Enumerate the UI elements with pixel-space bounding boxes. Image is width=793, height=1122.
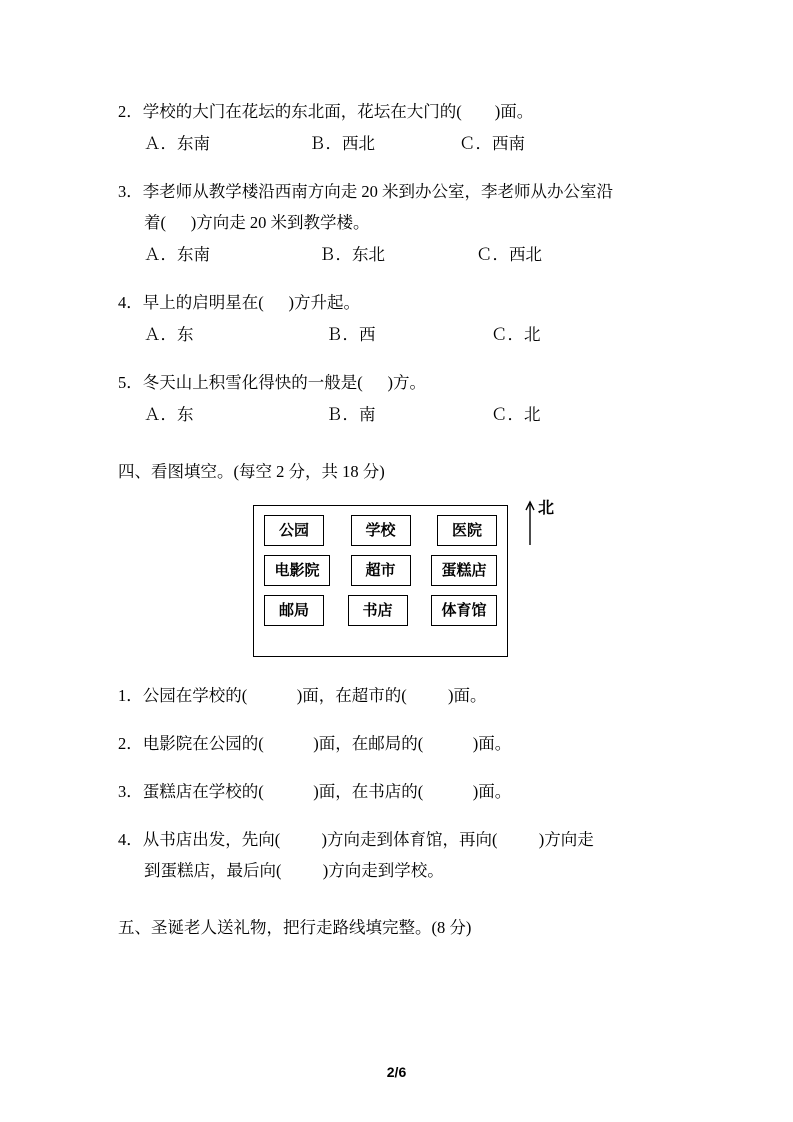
fill-question-2-body[interactable]: ．电影院在公园的( )面，在邮局的( )面。 (126, 734, 512, 753)
fill-question-4-body2[interactable]: 到蛋糕店，最后向( )方向走到学校。 (144, 861, 444, 880)
map-cell-park: 公园 (264, 515, 324, 546)
question-3-options (118, 239, 681, 270)
question-2-option-a[interactable]: Ａ．东南 (144, 134, 210, 153)
map-grid (253, 505, 508, 657)
fill-question-3-body[interactable]: ．蛋糕店在学校的( )面，在书店的( )面。 (126, 782, 512, 801)
question-2-number: 2 (118, 102, 127, 121)
north-label: 北 (538, 500, 555, 517)
question-4-option-a[interactable]: Ａ．东 (144, 325, 194, 344)
question-5-option-a[interactable]: Ａ．东 (144, 405, 194, 424)
fill-question-4-number: 4 (118, 830, 127, 849)
fill-question-4-text (118, 824, 681, 855)
map-cell-hospital: 医院 (437, 515, 497, 546)
north-arrow-icon (524, 499, 536, 545)
question-3-option-c[interactable]: Ｃ．西北 (476, 245, 542, 264)
question-3 (118, 176, 681, 270)
question-3-text (118, 176, 681, 207)
fill-question-3 (118, 776, 681, 807)
fill-question-3-text (118, 776, 681, 807)
map-cell-cinema: 电影院 (264, 555, 330, 586)
question-4-number: 4 (118, 293, 127, 312)
page-footer (0, 1064, 793, 1080)
question-3-option-a[interactable]: Ａ．东南 (144, 245, 210, 264)
map-cell-cakeshop: 蛋糕店 (431, 555, 497, 586)
question-2-text (118, 96, 681, 127)
section-five-heading: 五、圣诞老人送礼物，把行走路线填完整。(8 分) (118, 918, 472, 937)
question-4-options (118, 319, 681, 350)
fill-question-3-number: 3 (118, 782, 127, 801)
map-cell-school: 学校 (351, 515, 411, 546)
fill-question-4 (118, 824, 681, 886)
question-2-option-b[interactable]: Ｂ．西北 (309, 134, 375, 153)
question-5-text (118, 367, 681, 398)
question-2-option-c[interactable]: Ｃ．西南 (459, 134, 525, 153)
question-2 (118, 96, 681, 159)
fill-question-1-text (118, 680, 681, 711)
question-5-options (118, 399, 681, 430)
question-4-option-c[interactable]: Ｃ．北 (491, 325, 541, 344)
question-5-number: 5 (118, 373, 127, 392)
fill-question-4-text-line2 (118, 855, 681, 886)
question-3-number: 3 (118, 182, 127, 201)
question-4-body: ．早上的启明星在( )方升起。 (126, 293, 360, 312)
fill-question-2-text (118, 728, 681, 759)
question-3-text-line2 (118, 207, 681, 238)
question-2-options (118, 128, 681, 159)
map-cell-bookstore: 书店 (348, 595, 408, 626)
question-5-body: ．冬天山上积雪化得快的一般是( )方。 (126, 373, 426, 392)
question-5-option-b[interactable]: Ｂ．南 (326, 405, 376, 424)
map-cell-postoffice: 邮局 (264, 595, 324, 626)
question-2-body: ．学校的大门在花坛的东北面，花坛在大门的( )面。 (126, 102, 534, 121)
map-cell-gym: 体育馆 (431, 595, 497, 626)
question-5 (118, 367, 681, 430)
fill-question-1 (118, 680, 681, 711)
question-3-option-b[interactable]: Ｂ．东北 (319, 245, 385, 264)
question-3-body2: 着( )方向走 20 米到教学楼。 (144, 213, 370, 232)
question-3-body: ．李老师从教学楼沿西南方向走 20 米到办公室，李老师从办公室沿 (126, 182, 613, 201)
fill-question-4-body[interactable]: ．从书店出发，先向( )方向走到体育馆，再向( )方向走 (126, 830, 594, 849)
map-row (264, 595, 497, 626)
map-diagram (118, 495, 681, 670)
page-number: 2/6 (386, 1064, 407, 1080)
map-row (264, 515, 497, 546)
fill-question-2 (118, 728, 681, 759)
map-cell-supermarket: 超市 (351, 555, 411, 586)
question-5-option-c[interactable]: Ｃ．北 (491, 405, 541, 424)
question-4-text (118, 287, 681, 318)
map-row (264, 555, 497, 586)
section-four-heading: 四、看图填空。(每空 2 分，共 18 分) (118, 462, 385, 481)
question-4-option-b[interactable]: Ｂ．西 (326, 325, 376, 344)
question-4 (118, 287, 681, 350)
fill-question-1-body[interactable]: ．公园在学校的( )面，在超市的( )面。 (126, 686, 487, 705)
fill-question-1-number: 1 (118, 686, 127, 705)
fill-question-2-number: 2 (118, 734, 127, 753)
